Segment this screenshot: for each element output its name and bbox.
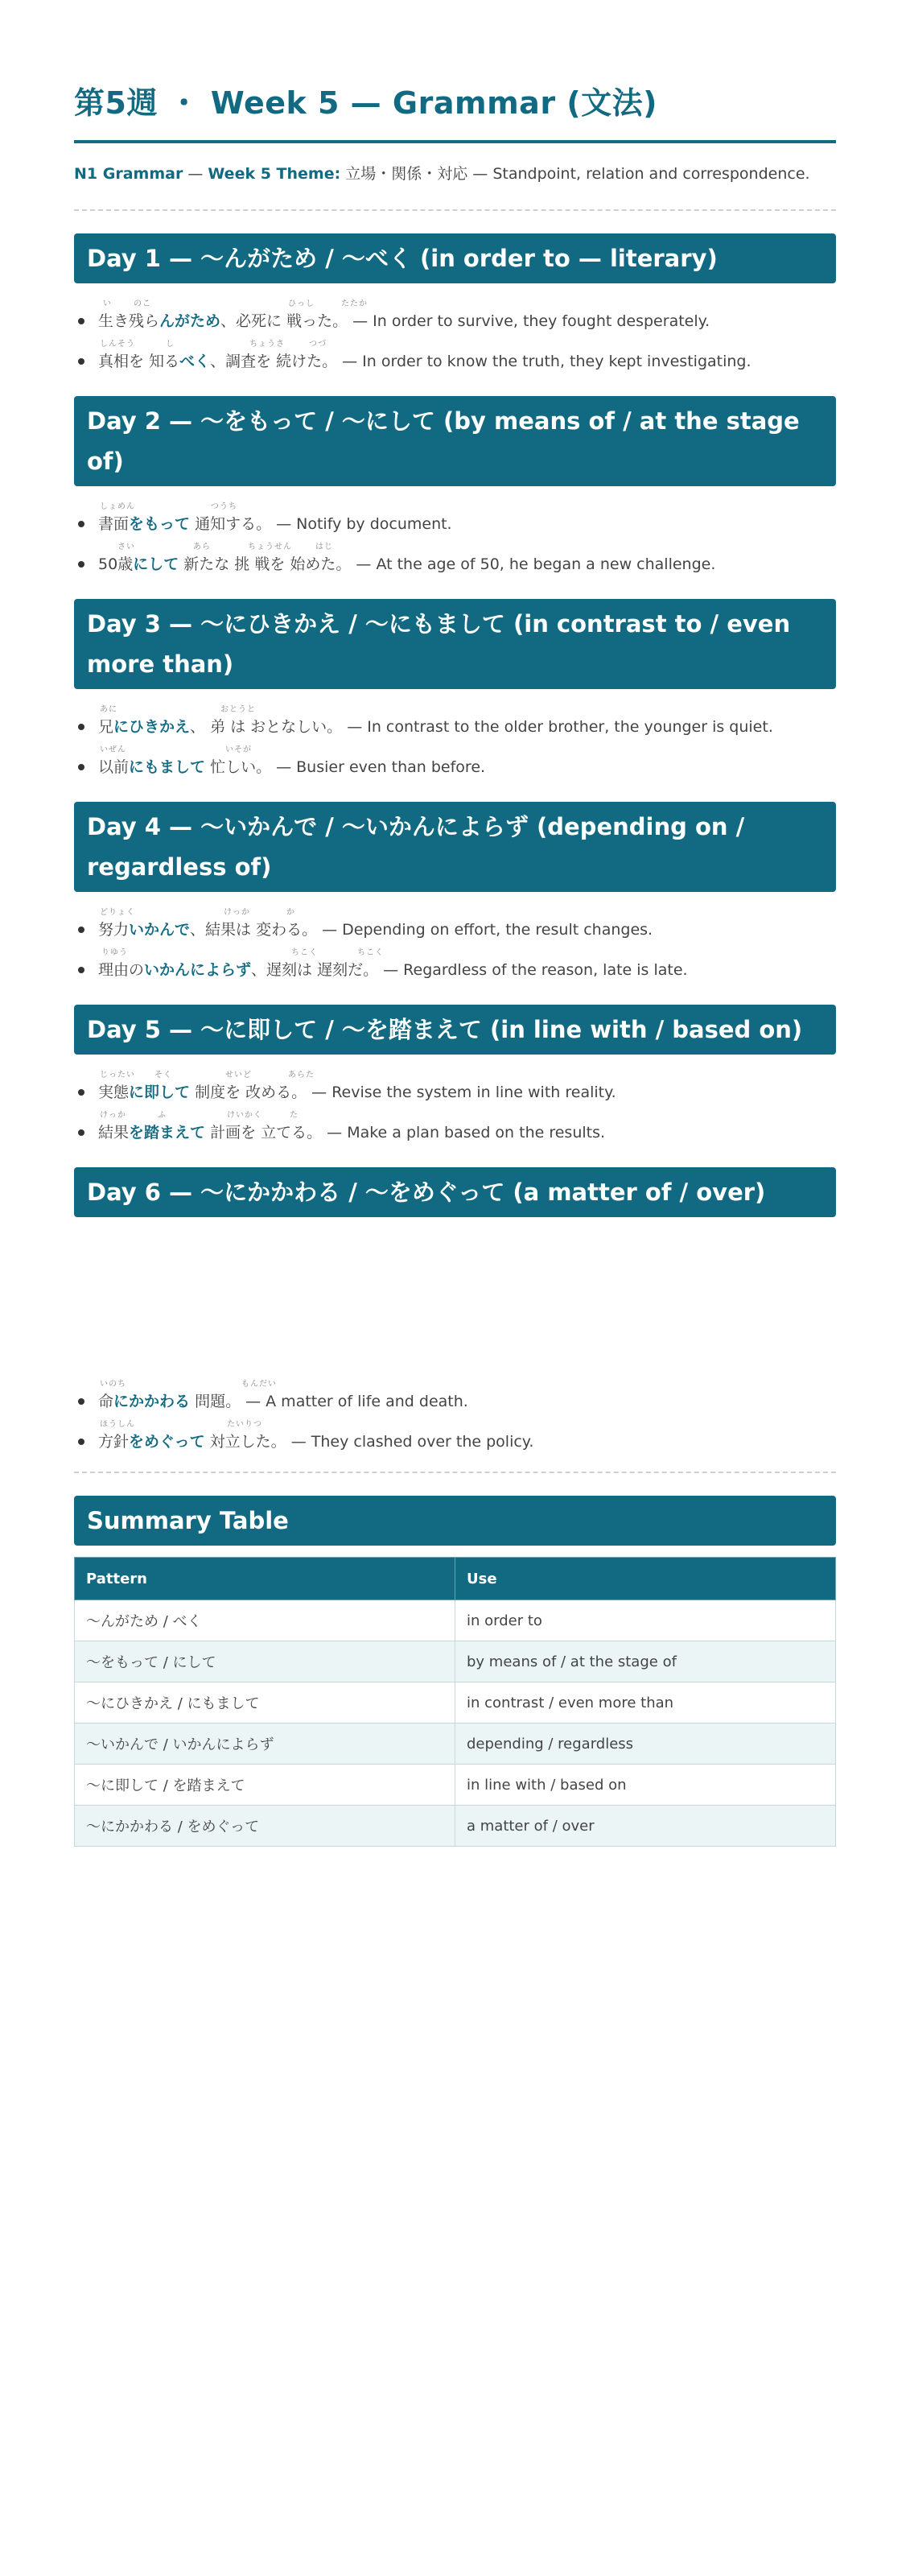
- grammar-pattern: を踏まえて: [129, 1124, 206, 1141]
- example-item: [98, 903, 836, 943]
- theme-separator: —: [183, 165, 208, 183]
- example-pre: 命: [98, 1393, 114, 1410]
- example-sentence: [98, 1380, 468, 1411]
- example-post: 、必死に 戦った。 — In order to survive, they fought desperately.: [220, 312, 710, 330]
- example-pre: 兄: [98, 718, 114, 736]
- furigana: あらた: [288, 1071, 315, 1080]
- example-post: 計画を 立てる。 — Make a plan based on the results.: [205, 1124, 606, 1141]
- section-divider: [74, 209, 836, 211]
- furigana: つうち: [211, 502, 237, 511]
- furigana: いそが: [225, 745, 252, 754]
- furigana: けいかく: [227, 1111, 262, 1120]
- example-post: 問題。 — A matter of life and death.: [190, 1393, 468, 1410]
- table-row: [75, 1600, 836, 1641]
- furigana: た: [290, 1111, 299, 1120]
- furigana: ひっし: [288, 299, 315, 308]
- furigana: そく: [154, 1071, 172, 1080]
- furigana: つづ: [309, 340, 327, 349]
- furigana: ちょうさ: [249, 340, 285, 349]
- table-row: [75, 1641, 836, 1682]
- grammar-pattern: いかんによらず: [144, 961, 252, 979]
- furigana: せいど: [225, 1071, 252, 1080]
- day-2-header: Day 2 — 〜をもって / 〜にして (by means of / at the stage of): [74, 396, 836, 486]
- theme-label: Week 5 Theme:: [208, 165, 341, 183]
- summary-table: [74, 1557, 836, 1847]
- day-1-examples: [74, 295, 836, 375]
- example-pre: 生き残ら: [98, 312, 160, 330]
- use-cell: in contrast / even more than: [455, 1682, 836, 1724]
- day-5-header: Day 5 — 〜に即して / 〜を踏まえて (in line with / based on): [74, 1005, 836, 1055]
- pattern-cell: 〜にひきかえ / にもまして: [75, 1682, 455, 1724]
- column-header-pattern: Pattern: [75, 1558, 455, 1600]
- furigana: どりょく: [100, 908, 135, 917]
- day-5-examples: [74, 1066, 836, 1146]
- example-item: [98, 943, 836, 984]
- day-2-examples: [74, 497, 836, 578]
- example-sentence: [98, 1111, 606, 1142]
- furigana: ちこく: [357, 948, 384, 957]
- furigana: りゆう: [101, 948, 128, 957]
- day-1-header: Day 1 — 〜んがため / 〜べく (in order to — literary): [74, 233, 836, 283]
- example-pre: 書面: [98, 515, 130, 533]
- grammar-pattern: いかんで: [129, 921, 191, 939]
- furigana: けっか: [224, 908, 250, 917]
- table-row: [75, 1765, 836, 1806]
- example-sentence: [98, 908, 653, 939]
- furigana: おとうと: [220, 705, 256, 714]
- furigana: しょめん: [100, 502, 135, 511]
- pattern-cell: 〜に即して / を踏まえて: [75, 1765, 455, 1806]
- table-row: [75, 1724, 836, 1765]
- level-label: N1 Grammar: [74, 165, 183, 183]
- example-pre: 真相を 知る: [98, 353, 180, 370]
- page-title: 第5週 ・ Week 5 — Grammar (文法): [74, 85, 658, 121]
- example-sentence: [98, 502, 452, 534]
- grammar-pattern: べく: [179, 353, 211, 370]
- day-3-examples: [74, 700, 836, 781]
- furigana: あら: [193, 543, 211, 551]
- example-pre: 実態: [98, 1084, 130, 1101]
- grammar-pattern: にもまして: [129, 758, 206, 776]
- furigana: ふ: [158, 1111, 167, 1120]
- furigana: ほうしん: [100, 1420, 135, 1429]
- example-sentence: [98, 745, 486, 777]
- day-6-examples: [74, 1375, 836, 1455]
- example-item: [98, 741, 836, 781]
- day-6-header: Day 6 — 〜にかかわる / 〜をめぐって (a matter of / over): [74, 1167, 836, 1217]
- use-cell: in line with / based on: [455, 1765, 836, 1806]
- grammar-pattern: にひきかえ: [113, 718, 191, 736]
- example-post: 、 弟 は おとなしい。 — In contrast to the older brother, the younger is quiet.: [190, 718, 773, 736]
- furigana: たたか: [341, 299, 368, 308]
- example-post: 忙しい。 — Busier even than before.: [205, 758, 486, 776]
- example-post: 通知する。 — Notify by document.: [190, 515, 452, 533]
- title-divider: [74, 140, 836, 143]
- example-post: 、結果は 変わる。 — Depending on effort, the result changes.: [190, 921, 653, 939]
- example-item: [98, 295, 836, 335]
- use-cell: in order to: [455, 1600, 836, 1641]
- grammar-pattern: にかかわる: [113, 1393, 191, 1410]
- furigana: し: [166, 340, 175, 349]
- example-item: [98, 497, 836, 538]
- example-pre: 努力: [98, 921, 130, 939]
- furigana: しんそう: [100, 340, 135, 349]
- example-sentence: [98, 705, 773, 737]
- pattern-cell: 〜をもって / にして: [75, 1641, 455, 1682]
- furigana: い: [103, 299, 112, 308]
- example-pre: 方針: [98, 1433, 130, 1451]
- furigana: あに: [100, 705, 117, 714]
- grammar-pattern: をもって: [129, 515, 191, 533]
- example-post: 新たな 挑 戦を 始めた。 — At the age of 50, he began a new challenge.: [179, 555, 716, 573]
- furigana: たいりつ: [227, 1420, 262, 1429]
- example-post: 対立した。 — They clashed over the policy.: [204, 1433, 534, 1451]
- example-sentence: [98, 543, 716, 574]
- pattern-cell: 〜いかんで / いかんによらず: [75, 1724, 455, 1765]
- pattern-cell: 〜んがため / べく: [75, 1600, 455, 1641]
- example-item: [98, 1066, 836, 1106]
- example-item: [98, 1375, 836, 1415]
- furigana: か: [286, 908, 295, 917]
- example-sentence: [98, 1420, 534, 1451]
- example-post: 、遅刻は 遅刻だ。 — Regardless of the reason, late is late.: [251, 961, 688, 979]
- use-cell: depending / regardless: [455, 1724, 836, 1765]
- day-4-examples: [74, 903, 836, 984]
- example-pre: 50歳: [98, 555, 134, 573]
- example-sentence: [98, 1071, 616, 1102]
- use-cell: by means of / at the stage of: [455, 1641, 836, 1682]
- column-header-use: Use: [455, 1558, 836, 1600]
- day-3-header: Day 3 — 〜にひきかえ / 〜にもまして (in contrast to / even more than): [74, 599, 836, 689]
- table-header-row: [75, 1558, 836, 1600]
- grammar-pattern: んがため: [159, 312, 221, 330]
- week-theme: [74, 159, 836, 188]
- furigana: のこ: [134, 299, 151, 308]
- furigana: はじ: [315, 543, 333, 551]
- pattern-cell: 〜にかかわる / をめぐって: [75, 1806, 455, 1847]
- furigana: いのち: [100, 1380, 126, 1389]
- example-item: [98, 538, 836, 578]
- example-item: [98, 335, 836, 375]
- furigana: けっか: [100, 1111, 126, 1120]
- example-item: [98, 1106, 836, 1146]
- table-row: [75, 1682, 836, 1724]
- use-cell: a matter of / over: [455, 1806, 836, 1847]
- section-divider: [74, 1472, 836, 1473]
- example-item: [98, 700, 836, 741]
- furigana: もんだい: [241, 1380, 277, 1389]
- example-post: 制度を 改める。 — Revise the system in line with reality.: [190, 1084, 616, 1101]
- example-post: 、調査を 続けた。 — In order to know the truth, they kept investigating.: [210, 353, 751, 370]
- example-pre: 結果: [98, 1124, 130, 1141]
- example-item: [98, 1415, 836, 1455]
- table-row: [75, 1806, 836, 1847]
- furigana: じったい: [100, 1071, 135, 1080]
- summary-header: Summary Table: [74, 1496, 836, 1546]
- furigana: さい: [117, 543, 135, 551]
- grammar-pattern: に即して: [129, 1084, 191, 1101]
- furigana: いぜん: [100, 745, 126, 754]
- furigana: ちこく: [291, 948, 318, 957]
- example-pre: 理由の: [98, 961, 145, 979]
- blank-space: [74, 1217, 836, 1375]
- example-sentence: [98, 340, 751, 371]
- grammar-pattern: をめぐって: [129, 1433, 205, 1451]
- furigana: ちょうせん: [248, 543, 292, 551]
- example-pre: 以前: [98, 758, 130, 776]
- example-sentence: [98, 299, 710, 331]
- example-sentence: [98, 948, 688, 980]
- day-4-header: Day 4 — 〜いかんで / 〜いかんによらず (depending on / regardless of): [74, 802, 836, 892]
- theme-text: 立場・関係・対応 — Standpoint, relation and correspondence.: [340, 165, 810, 183]
- grammar-pattern: にして: [133, 555, 179, 573]
